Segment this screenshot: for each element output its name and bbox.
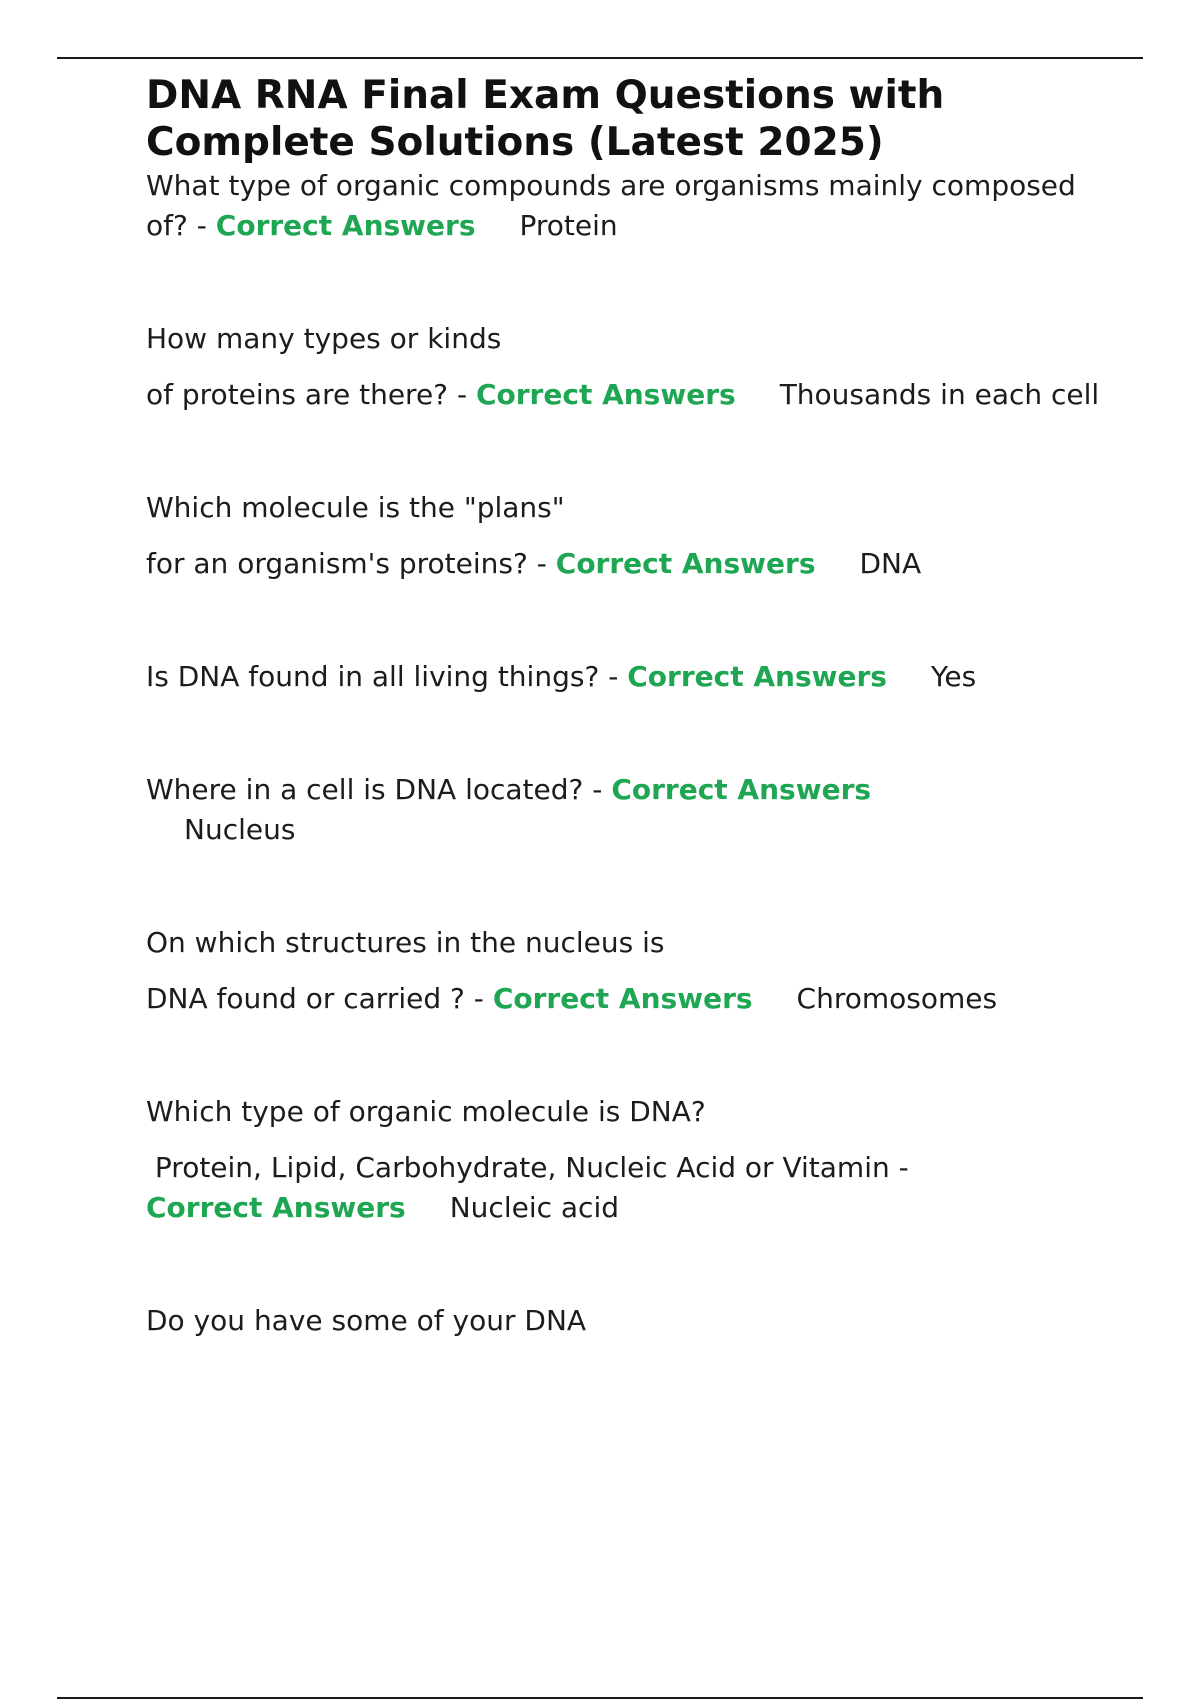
question-text: [146, 1148, 1106, 1228]
separator: -: [608, 660, 619, 693]
answer-text: Chromosomes: [796, 982, 998, 1015]
question-line: of proteins are there?: [146, 378, 449, 411]
answer-label: Correct Answers: [492, 982, 753, 1015]
answer-text: Yes: [930, 660, 977, 693]
answer-text: DNA: [859, 547, 922, 580]
separator: -: [536, 547, 547, 580]
bottom-rule: [57, 1697, 1143, 1699]
separator: -: [196, 209, 207, 242]
question-text: [146, 657, 1106, 697]
question-line: for an organism's proteins?: [146, 547, 528, 580]
question-line: DNA found or carried ?: [146, 982, 465, 1015]
question-text: [146, 544, 1106, 584]
answer-label: Correct Answers: [627, 660, 887, 693]
question-lead: Which type of organic molecule is DNA?: [146, 1095, 706, 1128]
separator: -: [898, 1151, 909, 1184]
qa-item: [146, 1301, 1106, 1341]
qa-item: [146, 166, 1106, 246]
answer-text: Thousands in each cell: [779, 378, 1100, 411]
qa-item: [146, 488, 1106, 584]
question-line: What type of organic compounds are organisms mainly composed of?: [146, 169, 1076, 242]
question-text: [146, 979, 1106, 1019]
answer-label: Correct Answers: [475, 378, 736, 411]
question-lead: Which molecule is the "plans": [146, 491, 565, 524]
answer-label: Correct Answers: [146, 1191, 406, 1224]
answer-text: Nucleus: [184, 813, 296, 846]
question-line: Protein, Lipid, Carbohydrate, Nucleic Acid or Vitamin: [146, 1151, 890, 1184]
qa-item: [146, 1092, 1106, 1228]
answer-label: Correct Answers: [215, 209, 476, 242]
question-text: [146, 375, 1106, 415]
question-text: [146, 770, 1106, 850]
question-line: Where in a cell is DNA located?: [146, 773, 584, 806]
qa-item: [146, 657, 1106, 697]
answer-label: Correct Answers: [611, 773, 872, 806]
top-rule: [57, 57, 1143, 59]
answer-text: Nucleic acid: [449, 1191, 620, 1224]
question-lead: On which structures in the nucleus is: [146, 926, 665, 959]
qa-item: [146, 770, 1106, 850]
separator: -: [473, 982, 484, 1015]
separator: -: [456, 378, 468, 411]
document-title: DNA RNA Final Exam Questions with Complete Solutions (Latest 2025): [146, 73, 945, 165]
document-body: [146, 72, 1106, 1341]
answer-label: Correct Answers: [555, 547, 816, 580]
question-lead: How many types or kinds: [146, 322, 502, 355]
qa-item: [146, 319, 1106, 415]
separator: -: [592, 773, 603, 806]
question-text: [146, 1301, 1106, 1341]
answer-text: Protein: [519, 209, 618, 242]
question-line: Do you have some of your DNA: [146, 1304, 587, 1337]
question-line: Is DNA found in all living things?: [146, 660, 600, 693]
qa-item: [146, 923, 1106, 1019]
question-text: [146, 166, 1106, 246]
